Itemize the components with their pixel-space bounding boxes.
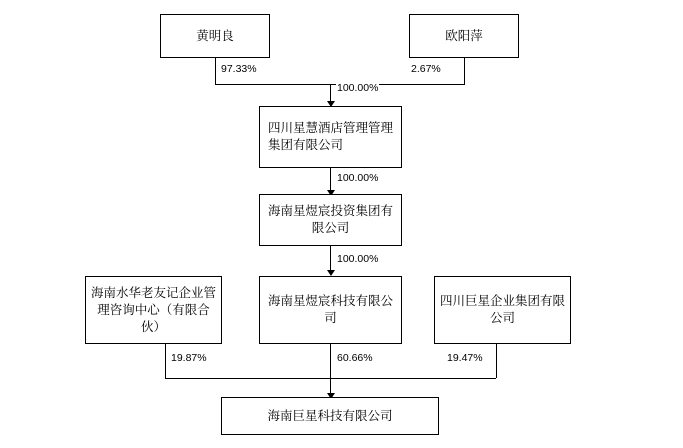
- connector-invest-down: [330, 246, 331, 273]
- connector-ouyang-down: [464, 58, 465, 84]
- connector-juxing-ent-down: [496, 344, 497, 378]
- edge-label-huang: 97.33%: [221, 63, 257, 75]
- edge-label-juxing-ent: 19.47%: [447, 352, 483, 364]
- node-sichuan-juxing: 四川巨星企业集团有限公司: [434, 276, 571, 344]
- connector-tech-down: [330, 344, 331, 378]
- connector-huang-down: [215, 58, 216, 84]
- connector-shuihua-down: [165, 344, 166, 378]
- edge-label-ouyang: 2.67%: [411, 63, 441, 75]
- edge-label-merge: 100.00%: [337, 82, 379, 94]
- node-hainan-shuihua: 海南水华老友记企业管理咨询中心（有限合伙）: [85, 276, 222, 344]
- node-sichuan-xinghui: 四川星慧酒店管理管理集团有限公司: [259, 106, 402, 168]
- node-hainan-juxing: 海南巨星科技有限公司: [221, 397, 439, 435]
- node-ouyang: 欧阳萍: [409, 14, 519, 58]
- edge-label-xinghui-invest: 100.00%: [337, 172, 379, 184]
- node-xingyuchen-tech: 海南星煜宸科技有限公司: [259, 276, 402, 344]
- edge-label-tech: 60.66%: [337, 352, 373, 364]
- node-huang: 黄明良: [160, 14, 270, 58]
- node-xingyuchen-invest: 海南星煜宸投资集团有限公司: [259, 194, 402, 246]
- edge-label-shuihua: 19.87%: [171, 352, 207, 364]
- edge-label-invest-tech: 100.00%: [337, 253, 379, 265]
